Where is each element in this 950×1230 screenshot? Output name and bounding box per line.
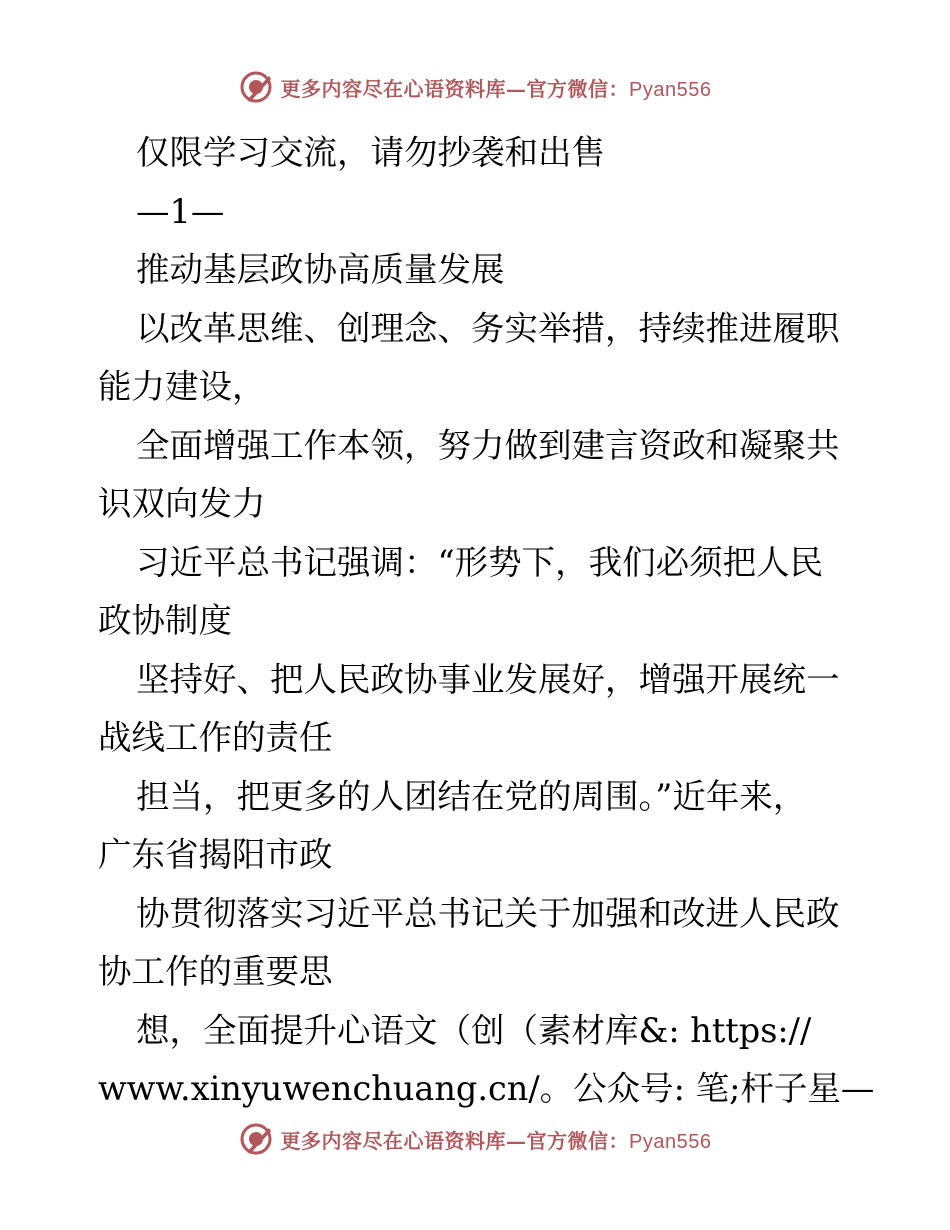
text-line: 战线工作的责任 (98, 718, 333, 757)
text-line: 广东省揭阳市政 (98, 835, 333, 874)
text-line: 政协制度 (98, 601, 232, 640)
banner-text: 更多内容尽在心语资料库—官方微信：Pyan556 (280, 76, 712, 101)
header-watermark-banner (0, 70, 950, 104)
text-line: 想，全面提升心语文（创（素材库&: https:// (136, 1010, 812, 1050)
text-line: 全面增强工作本领，努力做到建言资政和凝聚共 (136, 425, 840, 465)
pen-logo-icon (239, 1122, 273, 1156)
banner-wechat-id: Pyan556 (629, 1130, 712, 1153)
text-line: 识双向发力 (98, 484, 266, 523)
text-line: 仅限学习交流，请勿抄袭和出售 (136, 133, 605, 172)
footer-watermark-banner (0, 1122, 950, 1156)
banner-wechat-id: Pyan556 (629, 78, 712, 101)
text-line: 能力建设， (98, 367, 266, 406)
text-line: 习近平总书记强调：“形势下，我们必须把人民 (136, 542, 824, 582)
pen-logo-icon (239, 70, 273, 104)
page-number: —1— (136, 191, 225, 231)
document-body (98, 124, 875, 1119)
text-line: 坚持好、把人民政协事业发展好，增强开展统一 (136, 659, 840, 699)
document-title: 推动基层政协高质量发展 (136, 250, 505, 289)
banner-text: 更多内容尽在心语资料库—官方微信：Pyan556 (280, 1128, 712, 1153)
text-line: 协贯彻落实习近平总书记关于加强和改进人民政 (136, 893, 840, 933)
text-line: 协工作的重要思 (98, 952, 333, 991)
text-line: 以改革思维、创理念、务实举措，持续推进履职 (136, 308, 840, 348)
text-line: www.xinyuwenchuang.cn/。公众号: 笔;杆子星— (98, 1069, 875, 1108)
text-line: 担当，把更多的人团结在党的周围。”近年来， (136, 776, 807, 816)
